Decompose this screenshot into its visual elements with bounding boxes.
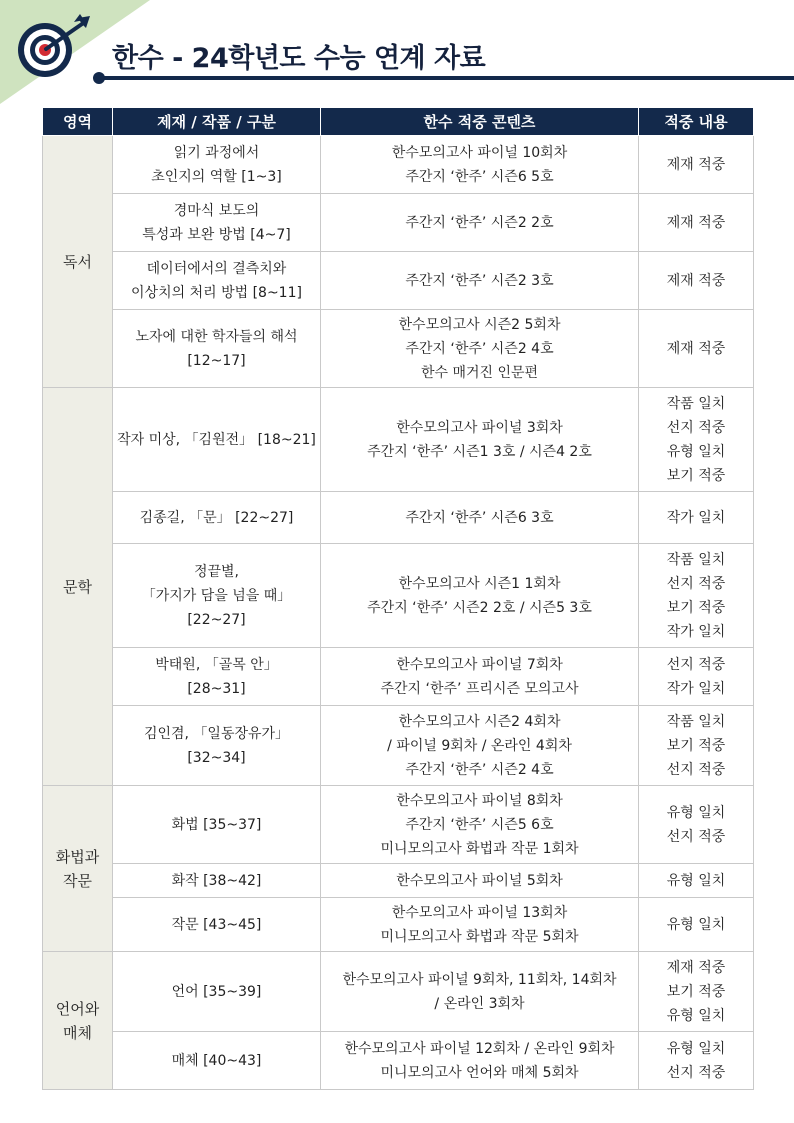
content-cell-line: 주간지 ‘한주’ 시즌2 2호	[405, 214, 554, 231]
table-row	[43, 544, 754, 648]
hit-cell-line: 유형 일치	[666, 1040, 726, 1057]
table-header-row	[43, 108, 754, 136]
work-cell-line: [28~31]	[187, 680, 246, 697]
content-cell	[321, 492, 639, 544]
hit-cell-line: 보기 적중	[666, 983, 726, 1000]
header-content: 한수 적중 콘텐츠	[321, 108, 639, 136]
table-row	[43, 194, 754, 252]
work-cell	[113, 252, 321, 310]
hit-cell-line: 유형 일치	[666, 916, 726, 933]
hit-cell	[639, 492, 754, 544]
hit-cell-line: 선지 적중	[666, 761, 726, 778]
hit-cell-line: 선지 적중	[666, 419, 726, 436]
table-row	[43, 786, 754, 864]
hit-cell	[639, 648, 754, 706]
area-cell-line: 작문	[63, 871, 92, 890]
work-cell-line: [22~27]	[187, 611, 246, 628]
header-work: 제재 / 작품 / 구분	[113, 108, 321, 136]
content-cell-line: 주간지 ‘한주’ 시즌6 3호	[405, 509, 554, 526]
header-area: 영역	[43, 108, 113, 136]
work-cell	[113, 136, 321, 194]
area-cell	[43, 786, 113, 952]
table-row	[43, 136, 754, 194]
hit-cell-line: 제재 적중	[666, 272, 726, 289]
title-underline-dot	[93, 72, 105, 84]
content-cell-line: 한수모의고사 파이널 12회차 / 온라인 9회차	[344, 1040, 615, 1057]
content-cell-line: 주간지 ‘한주’ 시즌5 6호	[405, 816, 554, 833]
work-cell-line: 경마식 보도의	[173, 202, 260, 219]
work-cell-line: 읽기 과정에서	[173, 144, 260, 161]
hit-cell	[639, 544, 754, 648]
hit-cell-line: 작품 일치	[666, 395, 726, 412]
hit-cell	[639, 864, 754, 898]
hit-content-table	[42, 107, 754, 1090]
table-row	[43, 1032, 754, 1090]
work-cell-line: 작문 [43~45]	[171, 916, 262, 933]
hit-cell	[639, 786, 754, 864]
work-cell-line: 언어 [35~39]	[171, 983, 262, 1000]
table-row	[43, 492, 754, 544]
work-cell	[113, 310, 321, 388]
content-cell-line: / 온라인 3회차	[434, 995, 525, 1012]
content-cell	[321, 786, 639, 864]
hit-cell	[639, 898, 754, 952]
hit-cell-line: 작품 일치	[666, 551, 726, 568]
work-cell-line: 매체 [40~43]	[171, 1052, 262, 1069]
work-cell-line: [12~17]	[187, 352, 246, 369]
work-cell	[113, 952, 321, 1032]
area-cell	[43, 952, 113, 1090]
work-cell-line: 김인겸, 「일동장유가」	[143, 725, 290, 742]
hit-cell-line: 작가 일치	[666, 623, 726, 640]
table-row	[43, 252, 754, 310]
table-row	[43, 648, 754, 706]
content-cell-line: 한수 매거진 인문편	[420, 364, 539, 381]
work-cell-line: 초인지의 역할 [1~3]	[151, 168, 282, 185]
hit-cell-line: 선지 적중	[666, 575, 726, 592]
header-hit: 적중 내용	[639, 108, 754, 136]
content-cell	[321, 706, 639, 786]
hit-cell	[639, 252, 754, 310]
work-cell	[113, 1032, 321, 1090]
content-cell	[321, 310, 639, 388]
content-cell	[321, 1032, 639, 1090]
area-cell-line: 문학	[63, 577, 92, 596]
content-cell	[321, 648, 639, 706]
area-cell	[43, 136, 113, 388]
content-cell	[321, 898, 639, 952]
content-cell-line: 주간지 ‘한주’ 시즌6 5호	[405, 168, 554, 185]
hit-cell-line: 작가 일치	[666, 509, 726, 526]
hit-cell-line: 유형 일치	[666, 804, 726, 821]
hit-cell-line: 제재 적중	[666, 214, 726, 231]
work-cell	[113, 864, 321, 898]
hit-cell-line: 유형 일치	[666, 1007, 726, 1024]
hit-cell-line: 유형 일치	[666, 443, 726, 460]
content-cell	[321, 952, 639, 1032]
content-cell-line: 주간지 ‘한주’ 프리시즌 모의고사	[380, 680, 579, 697]
content-cell-line: 주간지 ‘한주’ 시즌2 4호	[405, 761, 554, 778]
area-cell-line: 언어와	[55, 999, 100, 1018]
work-cell	[113, 194, 321, 252]
work-cell-line: 이상치의 처리 방법 [8~11]	[131, 284, 302, 301]
work-cell-line: 「가지가 담을 넘을 때」	[141, 587, 292, 604]
table-row	[43, 952, 754, 1032]
hit-cell-line: 제재 적중	[666, 959, 726, 976]
hit-cell	[639, 388, 754, 492]
content-cell-line: 한수모의고사 시즌1 1회차	[398, 575, 561, 592]
content-cell	[321, 864, 639, 898]
title-underline	[98, 76, 794, 80]
hit-cell-line: 제재 적중	[666, 156, 726, 173]
hit-cell	[639, 1032, 754, 1090]
page-title: 한수 - 24학년도 수능 연계 자료	[112, 43, 486, 74]
work-cell-line: 김종길, 「문」 [22~27]	[139, 509, 294, 526]
work-cell	[113, 544, 321, 648]
work-cell-line: 작자 미상, 「김원전」 [18~21]	[117, 431, 316, 448]
hit-cell-line: 유형 일치	[666, 872, 726, 889]
work-cell-line: 데이터에서의 결측치와	[146, 260, 287, 277]
work-cell	[113, 706, 321, 786]
target-icon	[12, 10, 94, 82]
hit-cell-line: 보기 적중	[666, 599, 726, 616]
content-cell-line: 미니모의고사 화법과 작문 5회차	[380, 928, 579, 945]
content-cell-line: 한수모의고사 파이널 8회차	[396, 792, 563, 809]
area-cell	[43, 388, 113, 786]
area-cell-line: 화법과	[55, 847, 100, 866]
work-cell	[113, 388, 321, 492]
work-cell-line: 정끝별,	[193, 563, 240, 580]
table-row	[43, 898, 754, 952]
hit-cell-line: 제재 적중	[666, 340, 726, 357]
work-cell	[113, 492, 321, 544]
area-cell-line: 독서	[63, 252, 92, 271]
hit-cell	[639, 194, 754, 252]
work-cell	[113, 648, 321, 706]
hit-cell-line: 작가 일치	[666, 680, 726, 697]
content-cell-line: 주간지 ‘한주’ 시즌2 3호	[405, 272, 554, 289]
content-cell-line: 한수모의고사 시즌2 4회차	[398, 713, 561, 730]
hit-cell-line: 보기 적중	[666, 737, 726, 754]
table-row	[43, 864, 754, 898]
work-cell-line: 박태원, 「골목 안」	[155, 656, 278, 673]
table-row	[43, 706, 754, 786]
content-cell	[321, 544, 639, 648]
content-cell	[321, 388, 639, 492]
work-cell	[113, 786, 321, 864]
work-cell-line: 노자에 대한 학자들의 해석	[135, 328, 298, 345]
content-cell-line: 주간지 ‘한주’ 시즌2 4호	[405, 340, 554, 357]
content-cell-line: / 파이널 9회차 / 온라인 4회차	[387, 737, 572, 754]
work-cell-line: [32~34]	[187, 749, 246, 766]
hit-cell-line: 선지 적중	[666, 1064, 726, 1081]
hit-cell	[639, 706, 754, 786]
hit-cell	[639, 310, 754, 388]
content-cell-line: 미니모의고사 화법과 작문 1회차	[380, 840, 579, 857]
hit-cell	[639, 136, 754, 194]
content-cell-line: 한수모의고사 파이널 7회차	[396, 656, 563, 673]
work-cell-line: 화법 [35~37]	[171, 816, 262, 833]
content-cell	[321, 252, 639, 310]
content-cell-line: 주간지 ‘한주’ 시즌2 2호 / 시즌5 3호	[367, 599, 592, 616]
area-cell-line: 매체	[63, 1023, 92, 1042]
hit-cell-line: 선지 적중	[666, 656, 726, 673]
content-cell	[321, 136, 639, 194]
content-cell	[321, 194, 639, 252]
content-cell-line: 미니모의고사 언어와 매체 5회차	[380, 1064, 579, 1081]
content-cell-line: 주간지 ‘한주’ 시즌1 3호 / 시즌4 2호	[367, 443, 592, 460]
hit-cell	[639, 952, 754, 1032]
work-cell	[113, 898, 321, 952]
hit-cell-line: 선지 적중	[666, 828, 726, 845]
table-row	[43, 388, 754, 492]
work-cell-line: 특성과 보완 방법 [4~7]	[142, 226, 291, 243]
content-cell-line: 한수모의고사 파이널 9회차, 11회차, 14회차	[342, 971, 617, 988]
content-cell-line: 한수모의고사 파이널 10회차	[391, 144, 568, 161]
table-row	[43, 310, 754, 388]
work-cell-line: 화작 [38~42]	[171, 872, 262, 889]
content-cell-line: 한수모의고사 파이널 3회차	[396, 419, 563, 436]
hit-cell-line: 보기 적중	[666, 467, 726, 484]
content-cell-line: 한수모의고사 시즌2 5회차	[398, 316, 561, 333]
hit-cell-line: 작품 일치	[666, 713, 726, 730]
content-cell-line: 한수모의고사 파이널 13회차	[391, 904, 568, 921]
content-cell-line: 한수모의고사 파이널 5회차	[396, 872, 563, 889]
